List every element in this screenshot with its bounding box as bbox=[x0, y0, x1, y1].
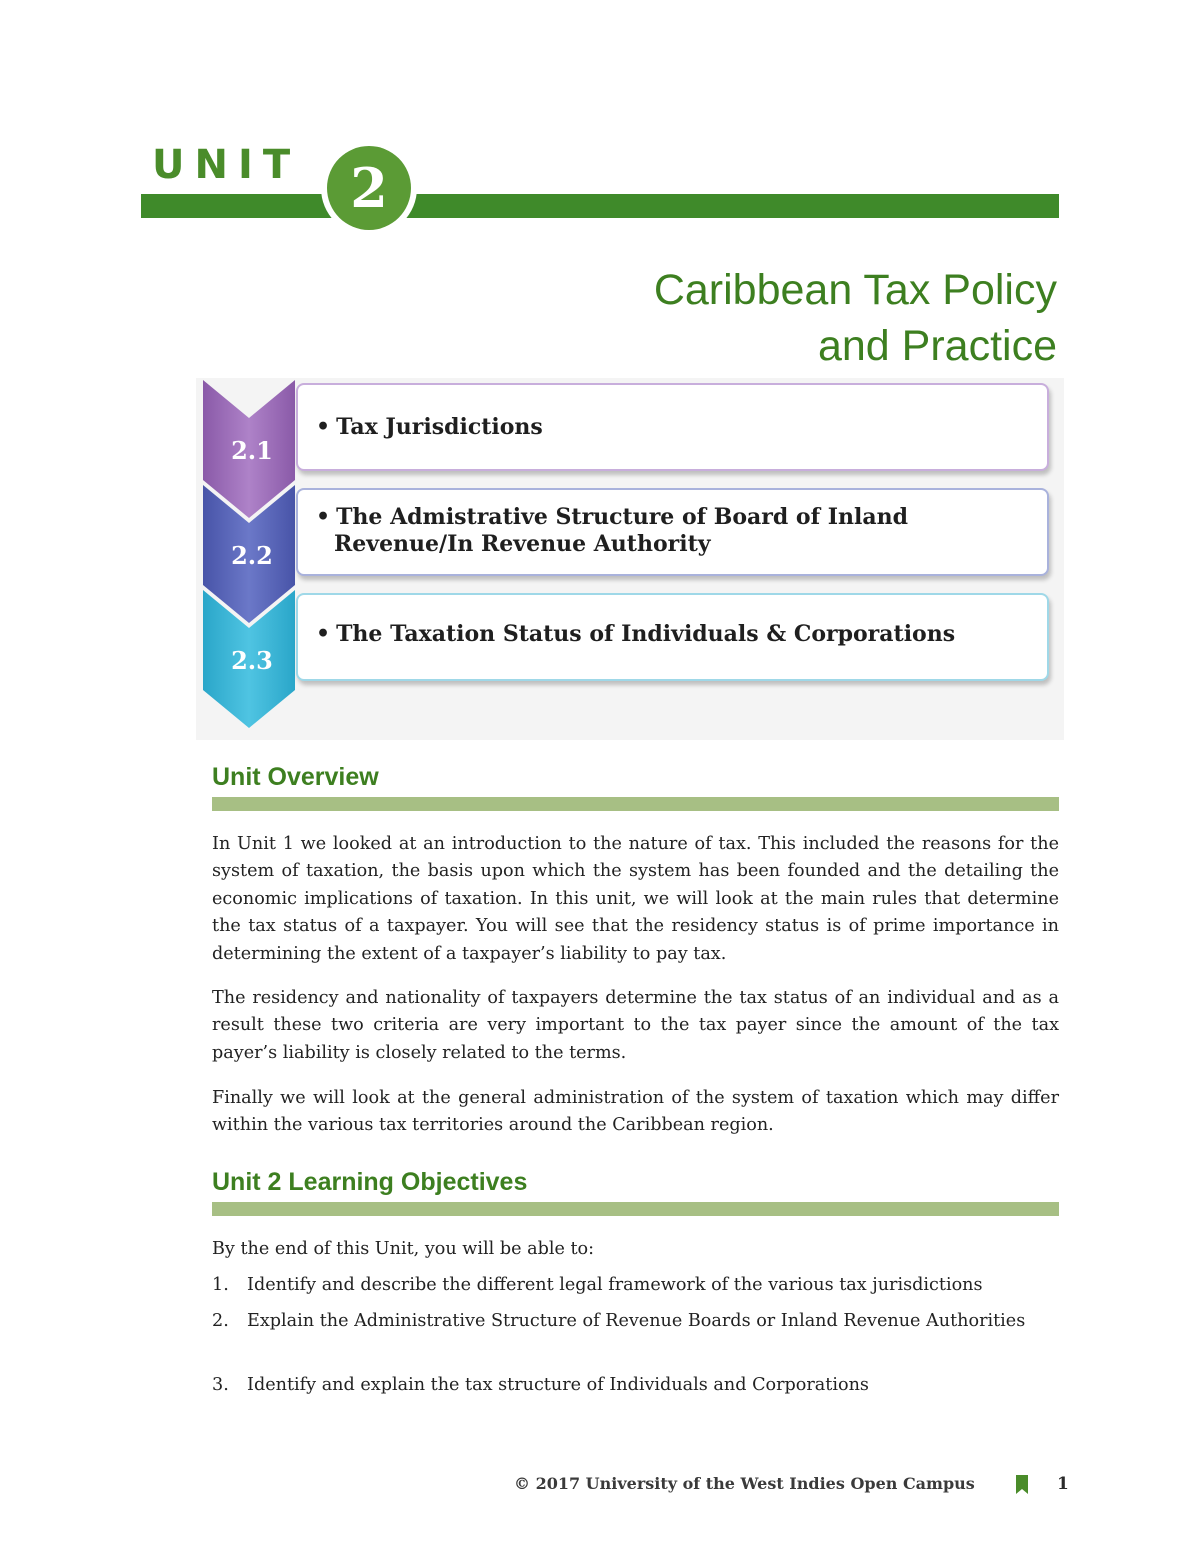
overview-paragraph-1: In Unit 1 we looked at an introduction to the nature of tax. This included the reasons for the system of taxation, the basis upon which the system has been founded and the detailing the economic implications of taxation. In this unit, we will look at the main rules that determine the tax status of a taxpayer. You will see that the residency status is of prime importance in determining the extent of a taxpayer’s liability to pay tax. bbox=[212, 834, 1059, 964]
objective-item bbox=[212, 1272, 1059, 1300]
page-title bbox=[457, 262, 1057, 374]
unit-number: 2 bbox=[327, 146, 411, 230]
page-number: 1 bbox=[1057, 1474, 1069, 1494]
step-box-2-3 bbox=[296, 593, 1049, 681]
step-number-2-3: 2.3 bbox=[231, 646, 273, 675]
bookmark-icon bbox=[1015, 1475, 1029, 1495]
footer-copyright: © 2017 University of the West Indies Open Campus bbox=[514, 1474, 975, 1493]
step-text-2-1: Tax Jurisdictions bbox=[336, 413, 543, 440]
bullet-icon: • bbox=[316, 621, 331, 647]
objective-item bbox=[212, 1308, 1059, 1364]
page-title-line1: Caribbean Tax Policy bbox=[653, 266, 1057, 314]
objective-item bbox=[212, 1372, 1059, 1400]
overview-heading: Unit Overview bbox=[212, 763, 379, 791]
step-text-2-3: The Taxation Status of Individuals & Corporations bbox=[336, 621, 956, 647]
unit-topics-diagram bbox=[196, 378, 1064, 740]
objective-text: Identify and describe the different legal framework of the various tax jurisdictions bbox=[247, 1275, 983, 1295]
objective-text: Identify and explain the tax structure of Individuals and Corporations bbox=[247, 1375, 869, 1395]
header-band-right bbox=[405, 194, 1059, 218]
objectives-divider bbox=[212, 1202, 1059, 1216]
step-box-2-1 bbox=[296, 383, 1049, 471]
objective-number: 2. bbox=[212, 1311, 229, 1331]
unit-number-badge bbox=[321, 140, 417, 236]
objectives-heading: Unit 2 Learning Objectives bbox=[212, 1168, 528, 1196]
overview-paragraph-2: The residency and nationality of taxpayers determine the tax status of an individual and as a result these two criteria are very important to the tax payer since the amount of the tax payer’s liability is closely related to the terms. bbox=[212, 988, 1059, 1063]
page-title-line2: and Practice bbox=[817, 322, 1057, 370]
step-text-2-2: The Admistrative Structure of Board of Inland Revenue/In Revenue Authority bbox=[334, 504, 908, 557]
overview-paragraph-3: Finally we will look at the general administration of the system of taxation which may differ within the various tax territories around the Caribbean region. bbox=[212, 1088, 1059, 1136]
objectives-intro: By the end of this Unit, you will be able to: bbox=[212, 1239, 595, 1259]
header-band-left bbox=[141, 194, 336, 218]
unit-label: UNIT bbox=[152, 142, 301, 188]
bullet-icon: • bbox=[316, 413, 331, 440]
overview-divider bbox=[212, 797, 1059, 811]
objective-text: Explain the Administrative Structure of Revenue Boards or Inland Revenue Authorities bbox=[247, 1311, 1026, 1331]
step-box-2-2 bbox=[296, 488, 1049, 576]
objective-number: 1. bbox=[212, 1275, 229, 1295]
objective-number: 3. bbox=[212, 1375, 229, 1395]
step-number-2-1: 2.1 bbox=[231, 436, 273, 465]
bullet-icon: • bbox=[316, 504, 331, 530]
step-number-2-2: 2.2 bbox=[231, 541, 273, 570]
